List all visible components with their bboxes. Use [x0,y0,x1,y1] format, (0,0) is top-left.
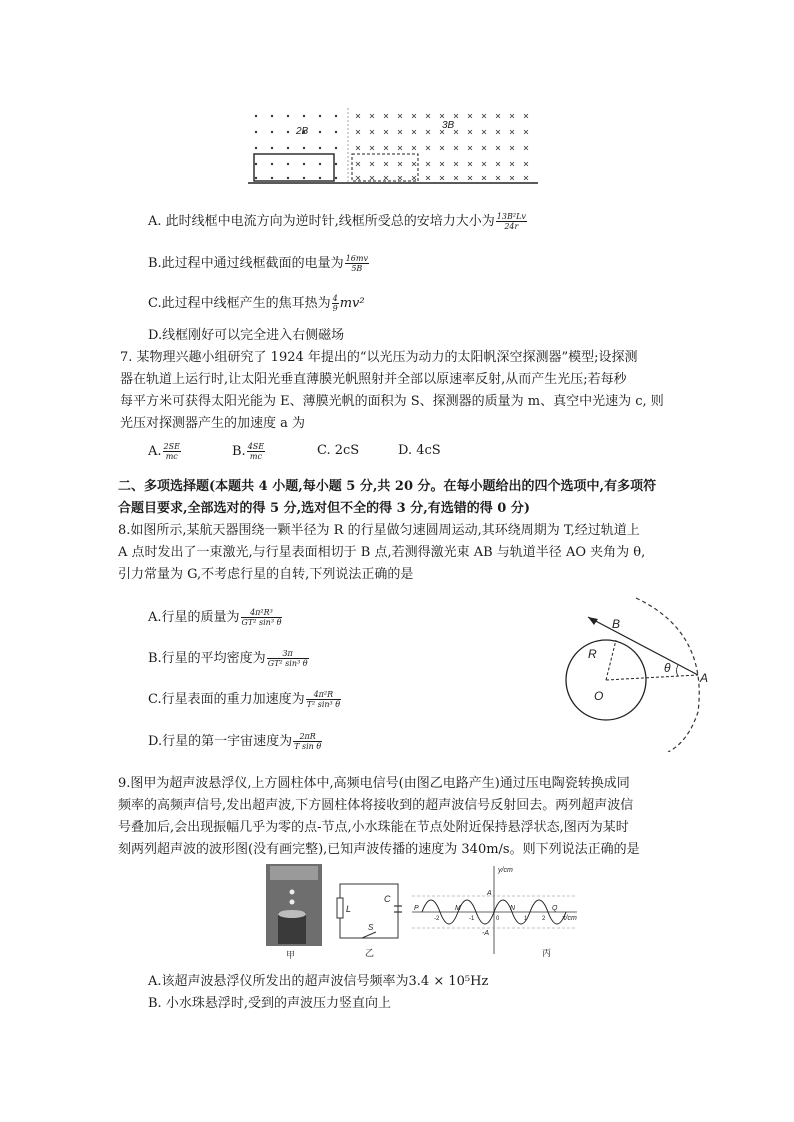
ultrasonic-figures [262,862,592,962]
field-label-2b: 2B [296,126,309,137]
field-dot [271,131,273,133]
field-cross [398,176,402,180]
field-cross [496,114,500,118]
wave-graph [412,866,577,958]
field-dot [303,115,305,117]
field-dot [287,177,289,179]
q9-stem-line1: 9.图甲为超声波悬浮仪,上方圆柱体中,高频电信号(由图乙电路产生)通过压电陶瓷转换成同 [118,776,630,791]
field-cross [370,176,374,180]
label-amp: A [487,890,492,897]
field-cross [524,162,528,166]
field-dot [319,177,321,179]
field-dot [271,163,273,165]
label-s: S [368,923,374,932]
field-cross [454,114,458,118]
field-cross [468,162,472,166]
q8-stem-line3: 引力常量为 G,不考虑行星的自转,下列说法正确的是 [118,567,414,582]
tick-1: 1 [524,916,528,922]
q8-option-a: A.行星的质量为 $\frac{\text{4π²R³}}{\text{GT² sin³ θ}}$ [148,608,282,627]
q6-b-fraction: $\frac{16mv}{5B}$ [345,254,368,273]
field-cross [440,114,444,118]
q8-c-fraction: $\frac{\text{4π²R}}{\text{T² sin³ θ}}$ [306,690,341,709]
field-cross [440,146,444,150]
q8-d-fraction: $\frac{2\pi R}{\text{T sin θ}}$ [294,732,322,751]
field-dot [319,115,321,117]
label-jia: 甲 [286,950,296,960]
label-a: A [700,671,709,685]
field-cross [454,162,458,166]
field-dot [255,115,257,117]
section2-header-line1: 二、多项选择题(本题共 4 小题,每小题 5 分,共 20 分。在每小题给出的四个选项中,有多项符 [118,479,657,494]
field-cross [426,130,430,134]
label-bing: 丙 [542,948,552,958]
field-cross [398,162,402,166]
field-cross [482,176,486,180]
field-cross [398,146,402,150]
field-cross [482,130,486,134]
q8-option-b: B.行星的平均密度为 $\frac{3\pi}{\text{GT² sin³ θ}}$ [148,649,308,668]
field-cross [356,130,360,134]
label-n: N [510,905,516,912]
field-dot [335,115,337,117]
theta-arc [677,665,679,676]
field-cross [384,176,388,180]
label-c: C [384,894,391,904]
field-cross [384,114,388,118]
q7-stem-line1: 7. 某物理兴趣小组研究了 1924 年提出的“以光压为动力的太阳帆深空探测器”模型;设探测 [120,350,638,365]
field-cross [426,114,430,118]
field-cross [426,176,430,180]
field-dot [303,163,305,165]
label-l: L [346,904,352,914]
label-yi: 乙 [365,948,375,958]
field-cross [482,146,486,150]
field-cross [384,162,388,166]
field-cross [370,130,374,134]
q8-stem-line1: 8.如图所示,某航天器围绕一颗半径为 R 的行星做匀速圆周运动,其环绕周期为 T,经过轨道上 [118,523,640,538]
field-dot [335,131,337,133]
field-cross [496,130,500,134]
field-cross [412,146,416,150]
q6-option-a: A. 此时线框中电流方向为逆时针,线框所受总的安培力大小为 $\frac{\text{13B²Lv}}{24r}$ [148,212,526,231]
q7-option-c: C. 2cS [317,443,360,458]
field-cross [510,130,514,134]
field-cross [524,130,528,134]
field-cross [496,176,500,180]
field-dot [303,147,305,149]
q7-option-d: D. 4cS [398,443,441,458]
field-dot [335,147,337,149]
q8-stem-line2: A 点时发出了一束激光,与行星表面相切于 B 点,若测得激光束 AB 与轨道半径 AO 夹角为 θ, [118,545,646,560]
field-dot [319,147,321,149]
field-dot [319,163,321,165]
q8-option-c: C.行星表面的重力加速度为 $\frac{\text{4π²R}}{\text{T² sin³ θ}}$ [148,690,341,709]
field-dot [271,115,273,117]
field-cross [454,176,458,180]
q6-c-fraction: $\frac{4}{9}$ [332,294,338,313]
field-dot [287,163,289,165]
field-cross [356,176,360,180]
radius-ob [606,640,616,680]
magnetic-field-figure [248,108,538,188]
field-cross [454,146,458,150]
field-dot [287,147,289,149]
field-dot [319,131,321,133]
q7-b-fraction: $\frac{4SE}{mc}$ [247,442,265,461]
q7-stem-line4: 光压对探测器产生的加速度 a 为 [120,416,306,431]
q9-option-a: A.该超声波悬浮仪所发出的超声波信号频率为3.4 × 10⁵Hz [148,974,489,989]
q7-option-a: A. $\frac{2SE}{mc}$ [148,442,180,461]
field-cross [426,162,430,166]
q8-b-fraction: $\frac{3\pi}{\text{GT² sin³ θ}}$ [267,649,308,668]
q6-option-d: D.线框刚好可以完全进入右侧磁场 [148,328,345,343]
field-cross [426,146,430,150]
q7-stem-line2: 器在轨道上运行时,让太阳光垂直薄膜光帆照射并全部以原速率反射,从而产生光压;若每秒 [120,372,627,387]
field-dot [335,177,337,179]
field-cross [454,130,458,134]
field-cross [524,146,528,150]
field-cross [370,114,374,118]
label-o: O [594,689,604,703]
radius-oa [606,675,698,680]
q6-option-c: C.此过程中线框产生的焦耳热为 $\frac{4}{9}$ mv² [148,294,365,313]
field-cross [510,146,514,150]
field-dot [255,177,257,179]
field-cross [356,146,360,150]
label-p: P [414,905,419,912]
axis-y-label: y/cm [498,867,513,874]
field-cross [356,162,360,166]
field-cross [510,114,514,118]
field-cross [356,114,360,118]
label-m: M [455,905,461,912]
field-cross [468,146,472,150]
field-cross [398,114,402,118]
q9-stem-line4: 刻两列超声波的波形图(没有画完整),已知声波传播的速度为 340m/s。则下列说法正确的是 [118,842,640,857]
field-dot [255,131,257,133]
label-q: Q [552,905,558,912]
field-dot [287,131,289,133]
field-cross [496,146,500,150]
field-cross [412,114,416,118]
field-dot [255,163,257,165]
q9-stem-line2: 频率的高频声信号,发出超声波,下方圆柱体将接收到的超声波信号反射回去。两列超声波信 [118,798,634,813]
tick-neg1: -1 [469,916,475,922]
field-dot [335,163,337,165]
field-cross [468,176,472,180]
field-cross [384,146,388,150]
field-cross [440,162,444,166]
label-neg-amp: -A [482,930,489,937]
field-dot [255,147,257,149]
field-cross [510,162,514,166]
field-cross [524,176,528,180]
field-cross [468,130,472,134]
field-cross [510,176,514,180]
tick-2: 2 [542,916,546,922]
field-cross [496,162,500,166]
field-dot [303,177,305,179]
q6-option-b: B.此过程中通过线框截面的电量为 $\frac{16mv}{5B}$ [148,254,368,273]
field-cross [398,130,402,134]
q7-a-fraction: $\frac{2SE}{mc}$ [163,442,180,461]
label-r: R [588,647,597,661]
label-theta: θ [664,661,671,675]
field-cross [482,114,486,118]
field-cross [412,162,416,166]
tick-neg2: -2 [434,916,440,922]
field-label-3b: 3B [442,120,455,131]
field-cross [412,176,416,180]
laser-arrow-icon [588,617,598,625]
axis-x-label: x/cm [562,915,577,922]
q8-option-d: D.行星的第一宇宙速度为 $\frac{2\pi R}{\text{T sin θ}}$ [148,732,322,751]
field-cross [384,130,388,134]
field-cross [370,162,374,166]
label-b: B [612,617,621,631]
field-cross [412,130,416,134]
wire-frame-left [254,154,334,181]
orbit-figure [548,592,718,752]
field-cross [482,162,486,166]
field-cross [370,146,374,150]
q8-a-fraction: $\frac{\text{4π²R³}}{\text{GT² sin³ θ}}$ [241,608,282,627]
tick-0: 0 [496,916,500,922]
q9-stem-line3: 号叠加后,会出现振幅几乎为零的点-节点,小水珠能在节点处附近保持悬浮状态,图丙为某时 [118,820,629,835]
q7-stem-line3: 每平方米可获得太阳光能为 E、薄膜光帆的面积为 S、探测器的质量为 m、真空中光速为 c, 则 [120,394,664,409]
q7-option-b: B. $\frac{4SE}{mc}$ [232,442,265,461]
field-cross [524,114,528,118]
field-cross [468,114,472,118]
field-cross [440,176,444,180]
q6-a-fraction: $\frac{\text{13B²Lv}}{24r}$ [496,212,526,231]
q9-option-b: B. 小水珠悬浮时,受到的声波压力竖直向上 [148,996,391,1011]
field-dot [271,147,273,149]
field-dot [271,177,273,179]
field-dot [287,115,289,117]
field-dots-region [255,115,337,179]
section2-header-line2: 合题目要求,全部选对的得 5 分,选对但不全的得 3 分,有选错的得 0 分) [118,501,531,516]
